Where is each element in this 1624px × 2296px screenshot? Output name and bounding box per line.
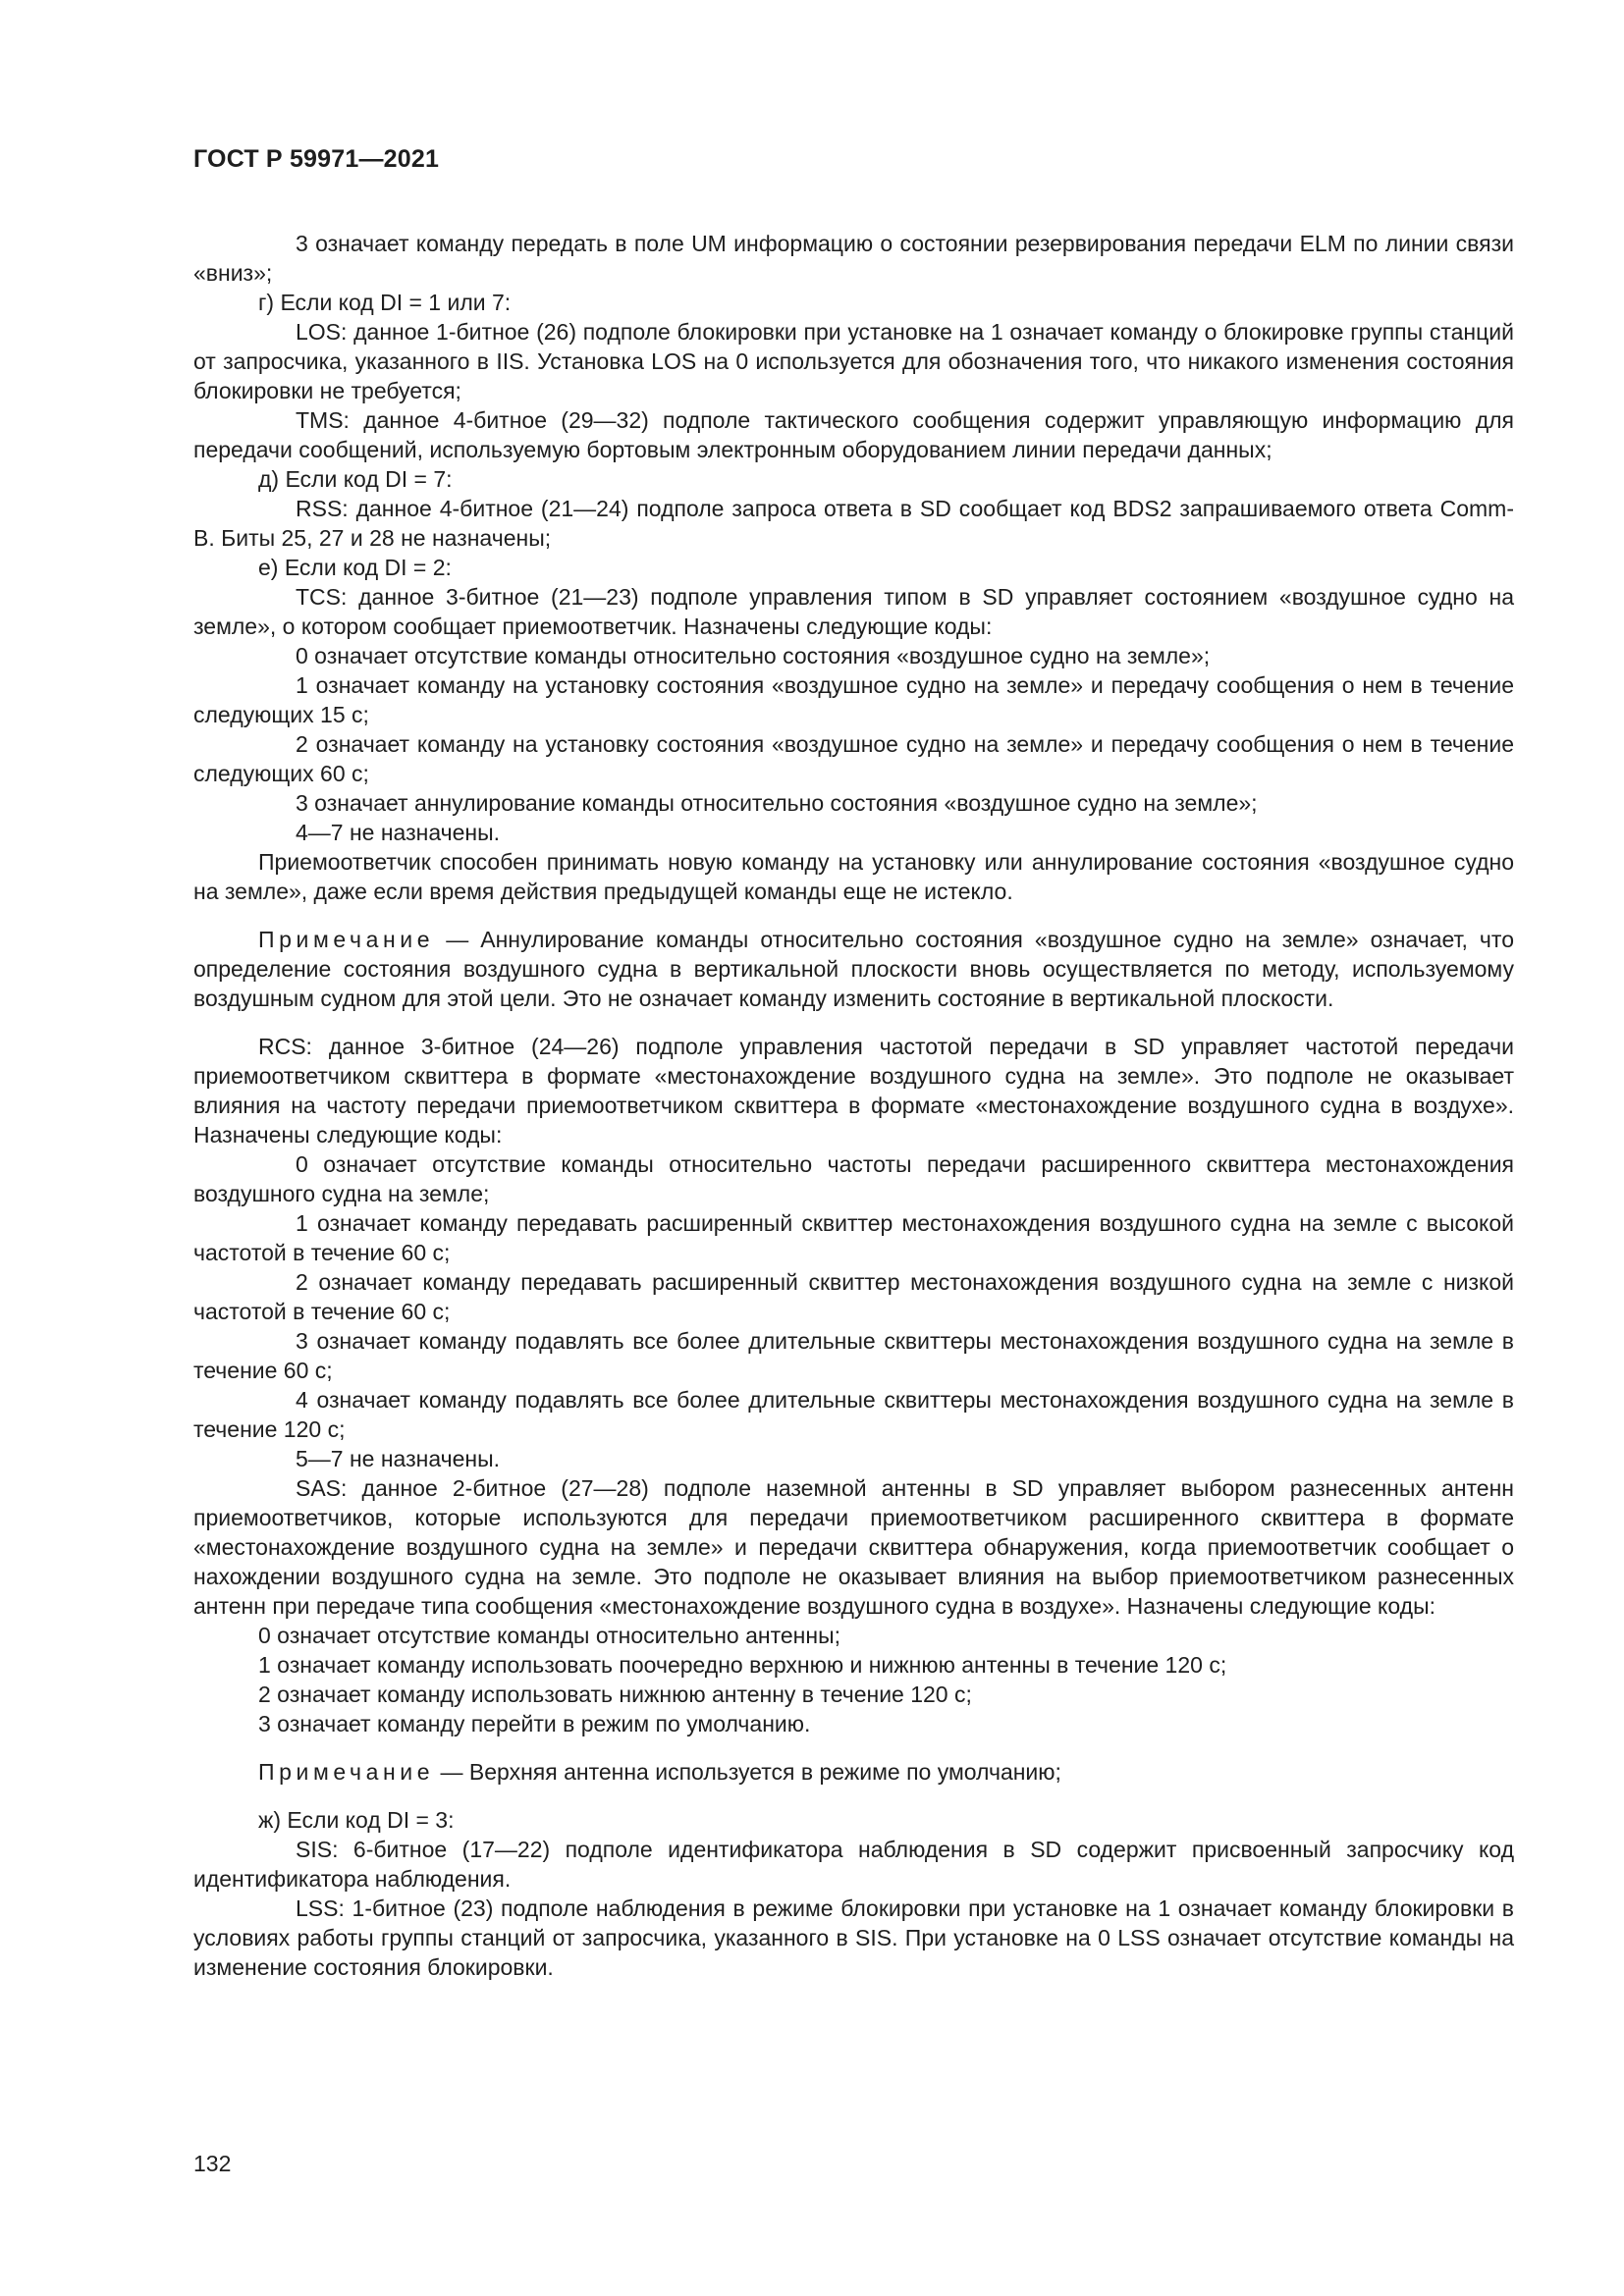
code-item: 3 означает команду подавлять все более длительные сквиттеры местонахождения воздушного судна на земле в течение 60 с; [193,1328,1514,1383]
code-item: 2 означает команду на установку состояния «воздушное судно на земле» и передачу сообщения о нем в течение следующих 60 с; [193,731,1514,786]
code-item: 2 означает команду передавать расширенный сквиттер местонахождения воздушного судна на земле с низкой частотой в течение 60 с; [193,1269,1514,1324]
list-item: е) Если код DI = 2: [258,555,452,580]
code-item: 0 означает отсутствие команды относительно состояния «воздушное судно на земле»; [296,643,1211,668]
paragraph: LOS: данное 1-битное (26) подполе блокировки при установке на 1 означает команду о блокировке группы станций от запросчика, указанного в IIS. Установка LOS на 0 используется для обозначения того, что никакого изменения состояния блокировки не требуется; [193,319,1514,403]
note [193,925,1514,1013]
paragraph: Приемоответчик способен принимать новую команду на установку или аннулирование состояния «воздушное судно на земле», даже если время действия предыдущей команды еще не истекло. [193,849,1514,904]
page-number: 132 [193,2151,232,2176]
note-label: Примечание [258,927,435,952]
code-item: 2 означает команду использовать нижнюю антенну в течение 120 с; [258,1682,972,1707]
note-text: — Аннулирование команды относительно состояния «воздушное судно на земле» означает, что определение состояния воздушного судна в вертикальной плоскости вновь осуществляется по методу, используемому воздушным судном для этой цели. Это не означает команду изменить состояние в вертикальной плоскости. [193,927,1514,1011]
note-label: Примечание [258,1759,435,1785]
code-item: 5—7 не назначены. [296,1446,501,1471]
paragraph: RCS: данное 3-битное (24—26) подполе управления частотой передачи в SD управляет частотой передачи приемоответчиком сквиттера в формате «местонахождение воздушного судна на земле». Это подполе не оказывает влияния на частоту передачи приемоответчиком сквиттера в формате «местонахождение воздушного судна в воздухе». Назначены следующие коды: [193,1034,1514,1148]
code-item: 0 означает отсутствие команды относительно антенны; [258,1623,840,1648]
list-item: г) Если код DI = 1 или 7: [258,290,512,315]
code-item: 1 означает команду использовать поочередно верхнюю и нижнюю антенны в течение 120 с; [258,1652,1227,1678]
code-item: 4 означает команду подавлять все более длительные сквиттеры местонахождения воздушного судна на земле в течение 120 с; [193,1387,1514,1442]
paragraph: TMS: данное 4-битное (29—32) подполе тактического сообщения содержит управляющую информацию для передачи сообщений, используемую бортовым электронным оборудованием линии передачи данных; [193,407,1514,462]
list-item: ж) Если код DI = 3: [258,1807,455,1833]
paragraph: 3 означает команду передать в поле UM информацию о состоянии резервирования передачи ELM по линии связи «вниз»; [193,231,1514,286]
code-item: 4—7 не назначены. [296,820,501,845]
code-item: 1 означает команду на установку состояния «воздушное судно на земле» и передачу сообщения о нем в течение следующих 15 с; [193,672,1514,727]
paragraph: TCS: данное 3-битное (21—23) подполе управления типом в SD управляет состоянием «воздушное судно на земле», о котором сообщает приемоответчик. Назначены следующие коды: [193,584,1514,639]
code-item: 0 означает отсутствие команды относительно частоты передачи расширенного сквиттера местонахождения воздушного судна на земле; [193,1151,1514,1206]
code-item: 3 означает команду перейти в режим по умолчанию. [258,1711,811,1736]
paragraph: SAS: данное 2-битное (27—28) подполе наземной антенны в SD управляет выбором разнесенных антенн приемоответчиков, которые используются для передачи приемоответчиком расширенного сквиттера в формате «местонахождение воздушного судна на земле» и передачи сквиттера обнаружения, когда приемоответчик сообщает о нахождении воздушного судна на земле. Это подполе не оказывает влияния на выбор приемоответчиком разнесенных антенн при передаче типа сообщения «местонахождение воздушного судна в воздухе». Назначены следующие коды: [193,1475,1514,1619]
paragraph: LSS: 1-битное (23) подполе наблюдения в режиме блокировки при установке на 1 означает команду блокировки в условиях работы группы станций от запросчика, указанного в SIS. При установке на 0 LSS означает отсутствие команды на изменение состояния блокировки. [193,1896,1514,1980]
paragraph: RSS: данное 4-битное (21—24) подполе запроса ответа в SD сообщает код BDS2 запрашиваемого ответа Comm-B. Биты 25, 27 и 28 не назначены; [193,496,1514,551]
note [193,1757,1514,1787]
document-body [193,229,1514,1982]
code-item: 1 означает команду передавать расширенный сквиттер местонахождения воздушного судна на земле с высокой частотой в течение 60 с; [193,1210,1514,1265]
list-item: д) Если код DI = 7: [258,466,453,492]
document-header: ГОСТ Р 59971—2021 [193,145,440,173]
code-item: 3 означает аннулирование команды относительно состояния «воздушное судно на земле»; [296,790,1258,816]
paragraph: SIS: 6-битное (17—22) подполе идентификатора наблюдения в SD содержит присвоенный запросчику код идентификатора наблюдения. [193,1837,1514,1892]
note-text: — Верхняя антенна используется в режиме по умолчанию; [434,1759,1061,1785]
